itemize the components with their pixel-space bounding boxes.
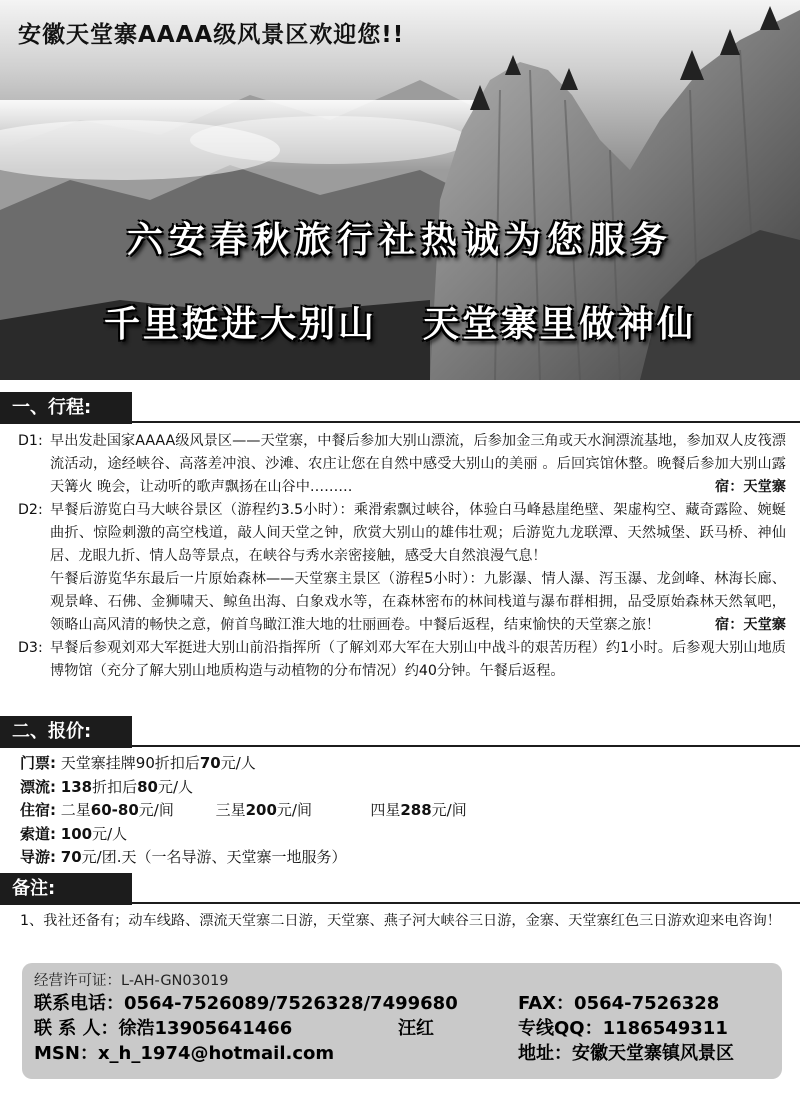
- msn-account: MSN：x_h_1974@hotmail.com: [34, 1043, 335, 1064]
- day-text: 早出发赴国家AAAA级风景区——天堂寨，中餐后参加大别山漂流，后参加金三角或天水涧漂流基地，参加双人皮筏漂流活动，途经峡谷、高落差冲浪、沙滩、农庄让您在自然中感受大别山的美丽 。后回宾馆休整。晚餐后参加大别山露天篝火 晚会，让动听的歌声飘扬在山谷中………: [50, 433, 786, 495]
- qq-number: 专线QQ：1186549311: [518, 1018, 728, 1039]
- phone-numbers: 联系电话：0564-7526089/7526328/7499680: [34, 993, 458, 1014]
- price-list: [20, 752, 780, 870]
- stay-location: 宿：天堂寨: [715, 479, 786, 495]
- contact-row-person: [34, 1014, 770, 1039]
- contact-person-1: 联 系 人：徐浩13905641466: [34, 1018, 293, 1039]
- welcome-title: 安徽天堂寨AAAA级风景区欢迎您!!: [18, 22, 405, 48]
- business-license: 经营许可证：L-AH-GN03019: [34, 973, 229, 989]
- price-cableway: 索道: 100元/人: [20, 824, 128, 843]
- day-text-afternoon: 午餐后游览华东最后一片原始森林——天堂寨主景区（游程5小时）：九影瀑、情人瀑、泻玉瀑、龙剑峰、林海长廊、观景峰、石佛、金狮啸天、鲸鱼出海、白象戏水等，在森林密布的林间栈道与瀑布群相拥，品受原始森林天然氧吧，领略山高风清的畅快之意，俯首鸟瞰江淮大地的壮丽画卷。中餐后返程，结束愉快的天堂寨之旅！: [50, 571, 786, 633]
- price-lodging: 住宿: 二星60-80元/间 三星200元/间 四星288元/间: [20, 801, 467, 819]
- slogan-right: 天堂寨里做神仙: [423, 304, 697, 345]
- fax-number: FAX：0564-7526328: [518, 993, 720, 1014]
- day-text: 早餐后游览白马大峡谷景区（游程约3.5小时）：乘滑索飘过峡谷，体验白马峰悬崖绝壁、架虚构空、藏奇露险、婉蜒曲折、惊险刺激的高空栈道，敲人间天堂之钟，欣赏大别山的雄伟壮观；后游览九龙联潭、天然城堡、跃马桥、神仙居、龙眼九折、情人岛等景点，在峡谷与秀水亲密接触，感受大自然浪漫气息！: [50, 502, 786, 564]
- stay-location: 宿：天堂寨: [715, 617, 786, 633]
- contact-box: [22, 963, 782, 1079]
- contact-person-2: 汪红: [398, 1018, 434, 1039]
- day-label: D2:: [18, 502, 43, 518]
- address: 地址：安徽天堂寨镇风景区: [518, 1043, 734, 1064]
- day-1: [18, 430, 786, 499]
- price-rafting: 漂流: 138折扣后80元/人: [20, 777, 194, 796]
- price-guide: 导游: 70元/团.天（一名导游、天堂寨一地服务）: [20, 848, 347, 866]
- day-2: [18, 499, 786, 637]
- contact-row-phone: [34, 989, 770, 1014]
- agency-slogan: 六安春秋旅行社热诚为您服务: [126, 219, 673, 261]
- day-text: 早餐后参观刘邓大军挺进大别山前沿指挥所（了解刘邓大军在大别山中战斗的艰苦历程）约1小时。后参观大别山地质博物馆（充分了解大别山地质构造与动植物的分布情况）约40分钟。午餐后返程。: [50, 640, 786, 679]
- contact-row-msn: [34, 1039, 770, 1064]
- day-label: D1:: [18, 433, 43, 449]
- day-3: [18, 637, 786, 683]
- notes-text: 1、我社还备有；动车线路、漂流天堂寨二日游，天堂寨、燕子河大峡谷三日游，金寨、天堂寨红色三日游欢迎来电咨询！: [20, 913, 781, 929]
- hero-banner: [0, 0, 800, 380]
- slogan-left: 千里挺进大别山: [103, 304, 377, 345]
- price-ticket: 门票: 天堂寨挂牌90折扣后70元/人: [20, 754, 256, 772]
- itinerary-header: 一、行程:: [0, 392, 132, 424]
- notes-header: 备注:: [0, 873, 132, 905]
- day-label: D3:: [18, 640, 43, 656]
- tour-slogan: [0, 296, 800, 347]
- itinerary-body: [18, 430, 786, 683]
- prices-header: 二、报价:: [0, 716, 132, 748]
